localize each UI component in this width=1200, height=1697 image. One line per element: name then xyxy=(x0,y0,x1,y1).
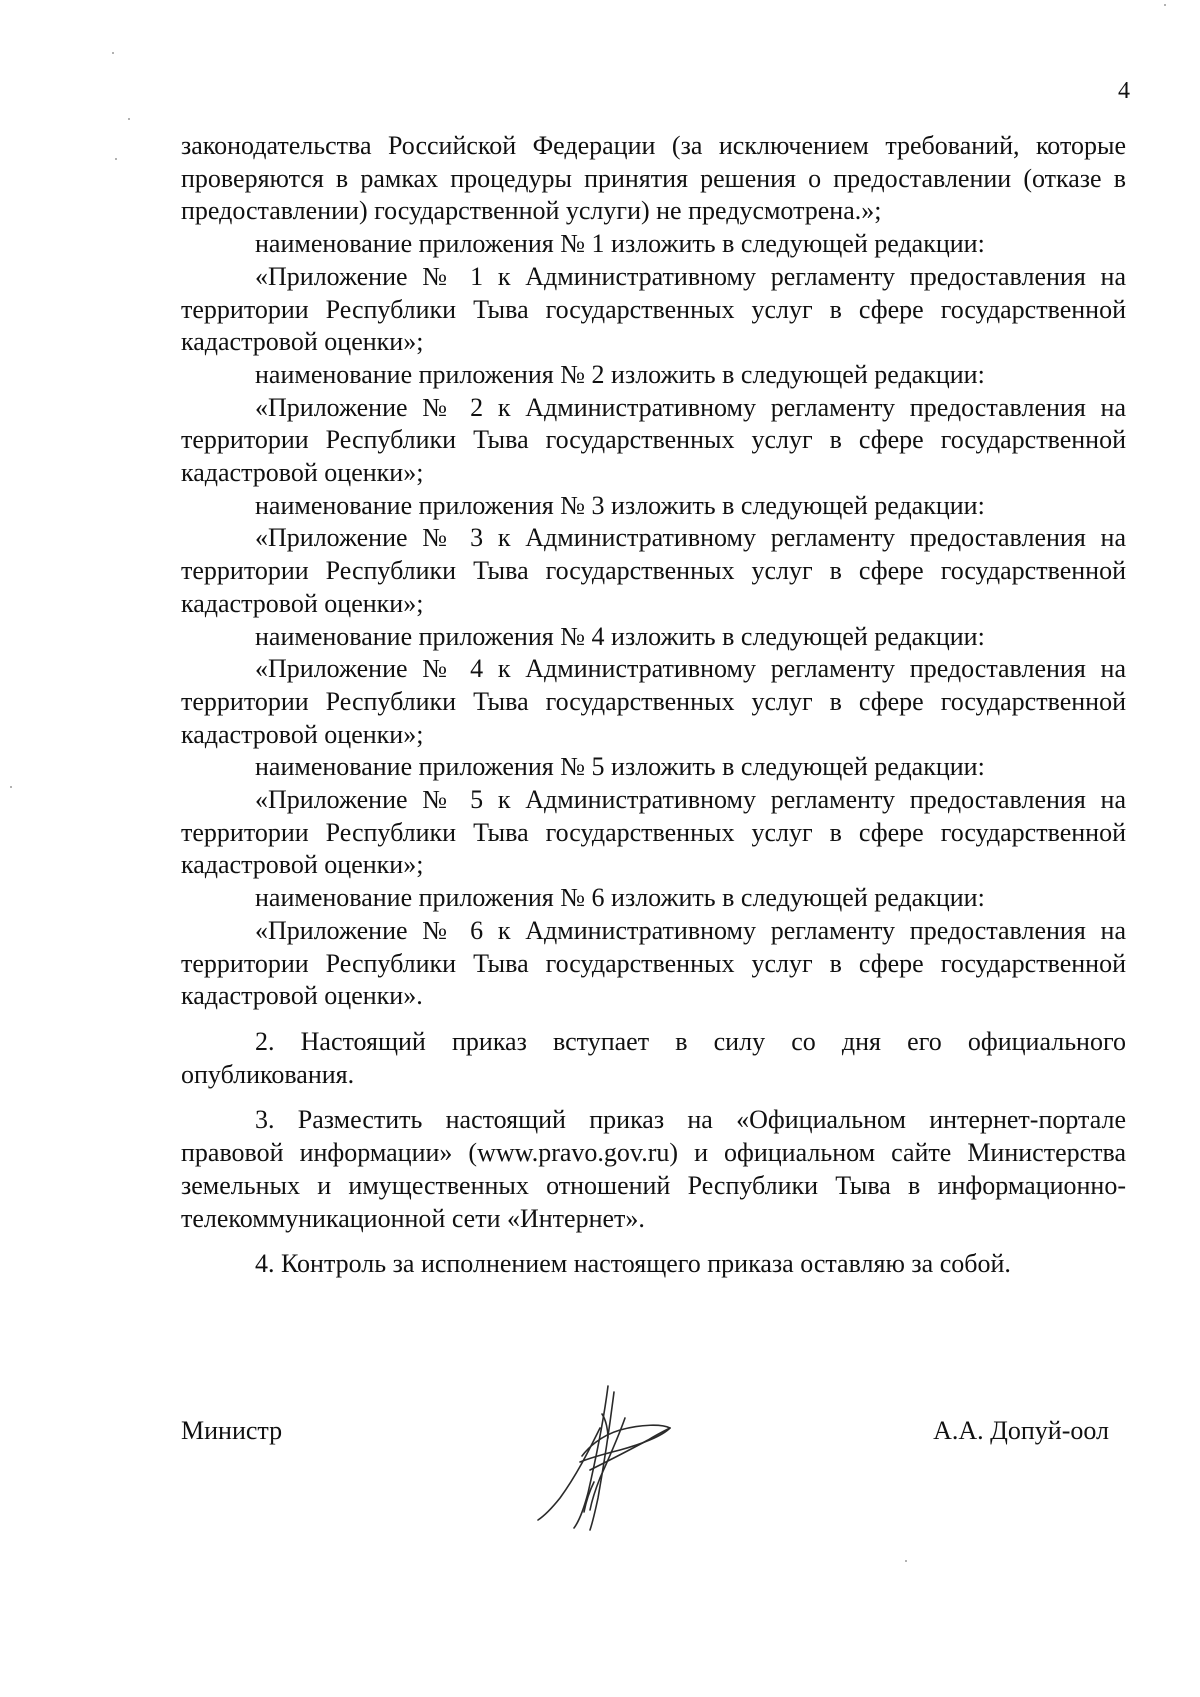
paragraph: «Приложение № 1 к Административному регламенту предоставления на территории Республики Тыва государственных услуг в сфере государственной кадастровой оценки»; xyxy=(181,261,1126,357)
scan-speck xyxy=(10,786,12,788)
scan-speck xyxy=(112,52,114,54)
scan-speck xyxy=(115,158,117,160)
paragraph: наименование приложения № 2 изложить в следующей редакции: xyxy=(255,359,985,389)
signatory-name: А.А. Допуй-оол xyxy=(933,1416,1109,1445)
paragraph: «Приложение № 4 к Административному регламенту предоставления на территории Республики Тыва государственных услуг в сфере государственной кадастровой оценки»; xyxy=(181,654,1126,749)
scan-speck xyxy=(1164,4,1166,6)
page-number: 4 xyxy=(1118,78,1130,104)
handwritten-signature xyxy=(530,1378,710,1538)
paragraph: 3. Разместить настоящий приказ на «Официальном интернет-портале правовой информации» (www.pravo.gov.ru) и официальном сайте Министерства земельных и имущественных отношений Республики Тыва в информационно-телекоммуникационной сети «Интернет». xyxy=(181,1105,1126,1233)
paragraph: законодательства Российской Федерации (за исключением требований, которые проверяются в рамках процедуры принятия решения о предоставлении (отказе в предоставлении) государственной услуги) не предусмотрена.»; xyxy=(181,131,1126,226)
scan-speck xyxy=(128,118,130,120)
paragraph: «Приложение № 6 к Административному регламенту предоставления на территории Республики Тыва государственных услуг в сфере государственной кадастровой оценки». xyxy=(181,915,1126,1011)
paragraph: наименование приложения № 3 изложить в следующей редакции: xyxy=(255,490,985,520)
paragraph: 4. Контроль за исполнением настоящего приказа оставляю за собой. xyxy=(255,1249,1011,1279)
paragraph: наименование приложения № 5 изложить в следующей редакции: xyxy=(255,752,985,782)
paragraph: «Приложение № 3 к Административному регламенту предоставления на территории Республики Тыва государственных услуг в сфере государственной кадастровой оценки»; xyxy=(181,523,1126,618)
paragraph: наименование приложения № 4 изложить в следующей редакции: xyxy=(255,621,985,651)
paragraph: «Приложение № 5 к Административному регламенту предоставления на территории Республики Тыва государственных услуг в сфере государственной кадастровой оценки»; xyxy=(181,785,1126,880)
paragraph: 2. Настоящий приказ вступает в силу со дня его официального опубликования. xyxy=(181,1026,1126,1089)
paragraph: «Приложение № 2 к Административному регламенту предоставления на территории Республики Тыва государственных услуг в сфере государственной кадастровой оценки»; xyxy=(181,392,1126,488)
paragraph: наименование приложения № 1 изложить в следующей редакции: xyxy=(255,229,985,259)
paragraph: наименование приложения № 6 изложить в следующей редакции: xyxy=(255,883,985,913)
signatory-role: Министр xyxy=(181,1416,283,1445)
scan-speck xyxy=(905,1560,907,1562)
document-body xyxy=(181,130,1126,1281)
